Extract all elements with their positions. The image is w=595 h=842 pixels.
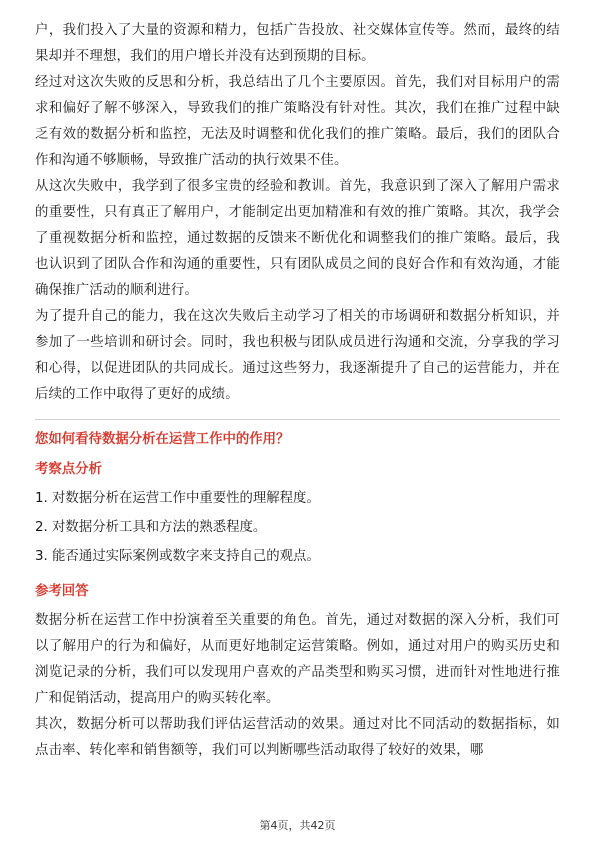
document-page xyxy=(35,18,560,764)
paragraph: 为了提升自己的能力，我在这次失败后主动学习了相关的市场调研和数据分析知识，并参加了一些培训和研讨会。同时，我也积极与团队成员进行沟通和交流，分享我的学习和心得，以促进团队的共同成长。通过这些努力，我逐渐提升了自己的运营能力，并在后续的工作中取得了更好的成绩。 xyxy=(35,309,560,402)
page-number: 第4页，共42页 xyxy=(259,819,336,832)
analysis-points xyxy=(35,486,560,570)
section-divider xyxy=(35,419,560,420)
question-title: 您如何看待数据分析在运营工作中的作用？ xyxy=(35,432,290,447)
list-item: 1. 对数据分析在运营工作中重要性的理解程度。 xyxy=(35,491,320,506)
list-item: 3. 能否通过实际案例或数字来支持自己的观点。 xyxy=(35,549,320,564)
answer-paragraph: 数据分析在运营工作中扮演着至关重要的角色。首先，通过对数据的深入分析，我们可以了解用户的行为和偏好，从而更好地制定运营策略。例如，通过对用户的购买历史和浏览记录的分析，我们可以发现用户喜欢的产品类型和购买习惯，进而针对性地进行推广和促销活动，提高用户的购买转化率。 xyxy=(35,613,560,706)
answer-paragraph: 其次，数据分析可以帮助我们评估运营活动的效果。通过对比不同活动的数据指标，如点击率、转化率和销售额等，我们可以判断哪些活动取得了较好的效果，哪 xyxy=(35,717,560,758)
answer-heading: 参考回答 xyxy=(35,584,89,599)
paragraph: 户，我们投入了大量的资源和精力，包括广告投放、社交媒体宣传等。然而，最终的结果却并不理想，我们的用户增长并没有达到预期的目标。 xyxy=(35,23,560,64)
paragraph: 从这次失败中，我学到了很多宝贵的经验和教训。首先，我意识到了深入了解用户需求的重要性，只有真正了解用户，才能制定出更加精准和有效的推广策略。其次，我学会了重视数据分析和监控，通过数据的反馈来不断优化和调整我们的推广策略。最后，我也认识到了团队合作和沟通的重要性，只有团队成员之间的良好合作和有效沟通，才能确保推广活动的顺利进行。 xyxy=(35,179,560,298)
paragraph: 经过对这次失败的反思和分析，我总结出了几个主要原因。首先，我们对目标用户的需求和偏好了解不够深入，导致我们的推广策略没有针对性。其次，我们在推广过程中缺乏有效的数据分析和监控，无法及时调整和优化我们的推广策略。最后，我们的团队合作和沟通不够顺畅，导致推广活动的执行效果不佳。 xyxy=(35,75,560,168)
analysis-heading: 考察点分析 xyxy=(35,462,102,477)
list-item: 2. 对数据分析工具和方法的熟悉程度。 xyxy=(35,520,267,535)
